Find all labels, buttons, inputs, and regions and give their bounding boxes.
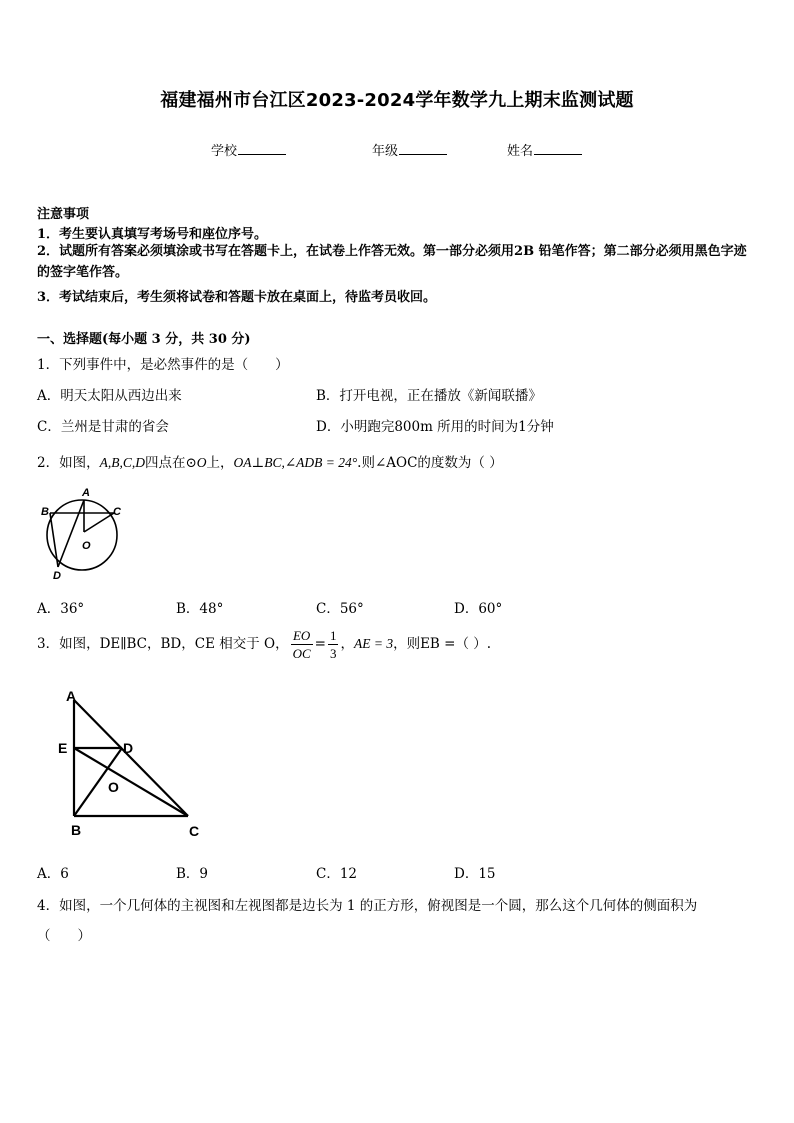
q2-option-d: D．60° xyxy=(454,601,503,617)
label-e: E xyxy=(58,740,68,756)
q1-option-a: A．明天太阳从西边出来 xyxy=(37,388,182,404)
label-d: D xyxy=(123,740,134,756)
segment-oc xyxy=(84,513,114,532)
q2-points: A,B,C,D xyxy=(99,455,145,470)
q2-condition: OA⊥BC,∠ADB = 24° xyxy=(233,455,358,470)
q1-option-d: D．小明跑完800m 所用的时间为1分钟 xyxy=(316,419,554,435)
q3-equals: = xyxy=(314,636,326,652)
q2-circle: O xyxy=(196,455,207,470)
q2-circle-figure xyxy=(36,483,126,583)
q2-tail: .则∠AOC的度数为（ ） xyxy=(357,455,503,471)
label-c: C xyxy=(189,823,200,839)
q4-answer-paren: （ ） xyxy=(37,928,91,944)
name-field xyxy=(507,140,582,159)
q2-option-b: B．48° xyxy=(176,601,224,617)
note-item: 3．考试结束后，考生须将试卷和答题卡放在桌面上，待监考员收回。 xyxy=(37,290,437,305)
q3-option-c: C．12 xyxy=(316,866,358,882)
label-b: B xyxy=(71,822,82,838)
label-c: C xyxy=(113,506,121,518)
q2-on: 上， xyxy=(206,455,234,471)
segment-db xyxy=(50,513,58,567)
label-b: B xyxy=(41,506,49,518)
label-d: D xyxy=(53,570,61,582)
school-blank xyxy=(238,142,286,155)
school-label: 学校 xyxy=(211,144,238,159)
q3-option-b: B．9 xyxy=(176,866,209,882)
q3-prefix: 3．如图，DE∥BC，BD，CE 相交于 O， xyxy=(37,636,289,652)
label-a: A xyxy=(82,487,90,499)
grade-field xyxy=(372,140,447,159)
q3-triangle-figure xyxy=(55,685,215,840)
q2-option-c: C．56° xyxy=(316,601,364,617)
q3-ae: AE = 3 xyxy=(353,636,394,651)
q1-stem: 1．下列事件中，是必然事件的是（ ） xyxy=(37,357,289,373)
q2-mid: 四点在⊙ xyxy=(144,455,197,471)
notes-title: 注意事项 xyxy=(37,207,90,222)
q1-option-c: C．兰州是甘肃的省会 xyxy=(37,419,169,435)
q2-option-a: A．36° xyxy=(37,601,85,617)
q3-fraction-one-third: $\frac{1}{3}$ xyxy=(329,628,337,661)
q2-stem xyxy=(37,451,503,471)
note-item: 1．考生要认真填写考场号和座位序号。 xyxy=(37,227,268,242)
name-blank xyxy=(534,142,582,155)
grade-blank xyxy=(399,142,447,155)
q3-tail: ，则EB =（ ）. xyxy=(393,636,492,652)
q3-stem xyxy=(37,627,491,662)
label-a: A xyxy=(66,688,77,704)
q1-option-b: B．打开电视，正在播放《新闻联播》 xyxy=(316,388,542,404)
note-item: 2．试题所有答案必须填涂或书写在答题卡上，在试卷上作答无效。第一部分必须用2B 铅笔作答；第二部分必须用黑色字迹的签字笔作答。 xyxy=(37,244,747,280)
q3-option-a: A．6 xyxy=(37,866,69,882)
name-label: 姓名 xyxy=(507,144,534,159)
label-o: O xyxy=(108,779,119,795)
label-o: O xyxy=(82,540,91,552)
q3-mid: ， xyxy=(340,636,354,652)
q3-fraction-eo-oc: $\frac{EO}{OC}$ xyxy=(292,628,311,661)
segment-da xyxy=(58,500,84,567)
q2-prefix: 2．如图， xyxy=(37,455,100,471)
school-field xyxy=(211,140,286,159)
section-title: 一、选择题(每小题 3 分，共 30 分) xyxy=(37,332,251,347)
page-title: 福建福州市台江区2023-2024学年数学九上期末监测试题 xyxy=(160,90,634,111)
q4-stem: 4．如图，一个几何体的主视图和左视图都是边长为 1 的正方形，俯视图是一个圆，那么这个几何体的侧面积为 xyxy=(37,898,698,914)
q3-option-d: D．15 xyxy=(454,866,496,882)
grade-label: 年级 xyxy=(372,144,399,159)
